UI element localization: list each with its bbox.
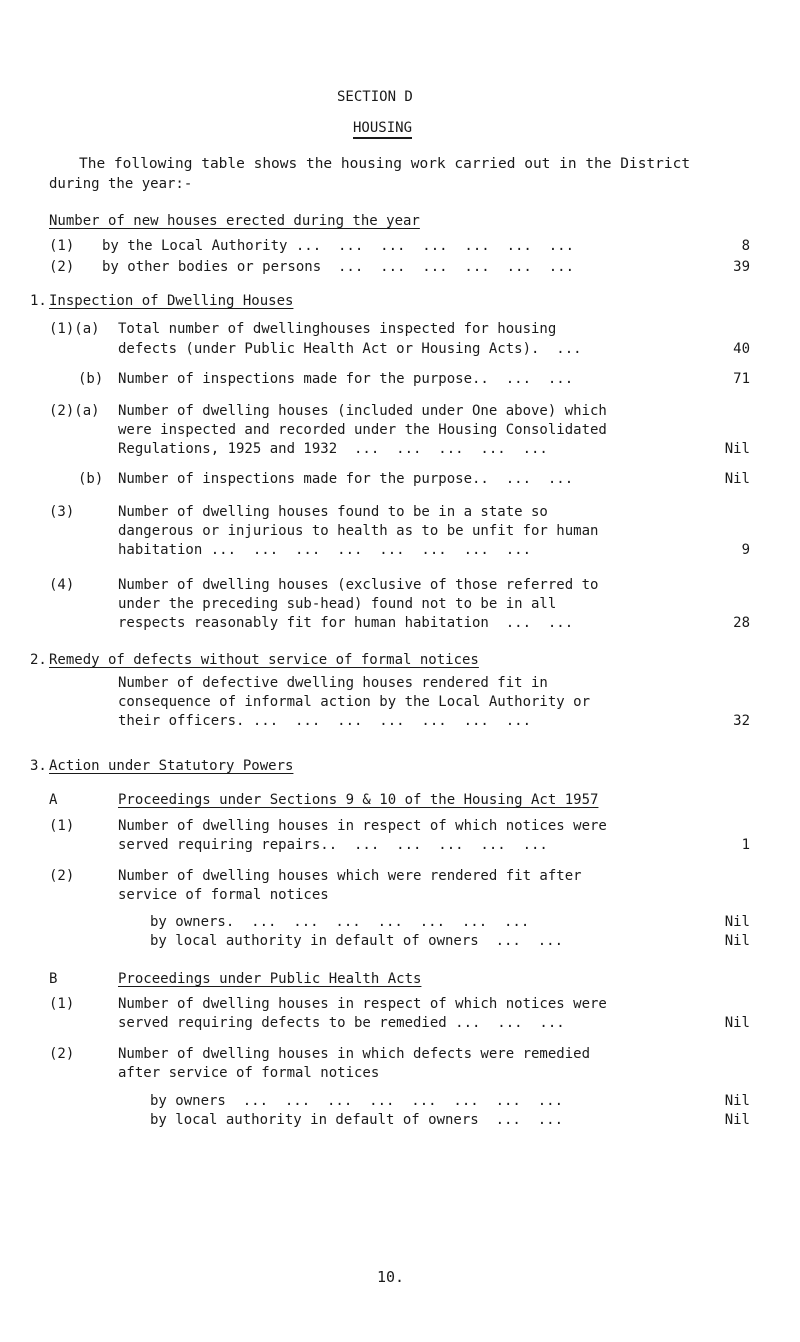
item-2a-value: Nil [724,441,750,457]
item-2b-label: (b) [78,471,104,487]
item-2a-line-3: Regulations, 1925 and 1932 ... ... ... ... ... [118,441,548,457]
item-3a1-label: (1) [49,818,75,834]
section-2-line-2: consequence of informal action by the Local Authority or [118,694,591,710]
item-2b-text: Number of inspections made for the purpose.. ... ... [118,471,574,487]
item-3b2-owners-value: Nil [724,1093,750,1109]
item-3a2-line-1: Number of dwelling houses which were rendered fit after [118,868,582,884]
section-2-line-3: their officers. ... ... ... ... ... ... ... [118,713,532,729]
item-3b2-local-text: by local authority in default of owners ... ... [150,1112,564,1128]
new-houses-label-2: (2) [49,259,75,275]
item-3b1-line-2: served requiring defects to be remedied ... ... ... [118,1015,565,1031]
item-3b2-owners-text: by owners ... ... ... ... ... ... ... ... [150,1093,564,1109]
item-3a2-owners-text: by owners. ... ... ... ... ... ... ... [150,914,530,930]
item-1a-label: (1)(a) [49,321,100,337]
item-4-line-2: under the preceding sub-head) found not to be in all [118,596,557,612]
item-1a-line-1: Total number of dwellinghouses inspected for housing [118,321,557,337]
item-2a-line-2: were inspected and recorded under the Housing Consolidated [118,422,607,438]
item-3b2-line-2: after service of formal notices [118,1065,380,1081]
item-1b-label: (b) [78,371,104,387]
item-3-line-1: Number of dwelling houses found to be in a state so [118,504,548,520]
item-3b2-local-value: Nil [724,1112,750,1128]
section-3-heading: Action under Statutory Powers [49,758,294,774]
section-heading: SECTION D [337,89,413,105]
item-3-line-3: habitation ... ... ... ... ... ... ... ... [118,542,532,558]
item-1a-line-2: defects (under Public Health Act or Housing Acts). ... [118,341,582,357]
section-1-number: 1. [30,293,47,309]
section-2-value: 32 [733,713,750,729]
item-4-line-1: Number of dwelling houses (exclusive of those referred to [118,577,599,593]
section-2-heading: Remedy of defects without service of formal notices [49,652,479,668]
item-4-value: 28 [733,615,750,631]
item-3a2-owners-value: Nil [724,914,750,930]
page-title: HOUSING [353,120,412,139]
item-3b1-line-1: Number of dwelling houses in respect of which notices were [118,996,607,1012]
item-3a1-line-1: Number of dwelling houses in respect of which notices were [118,818,607,834]
item-3a1-value: 1 [741,837,750,853]
item-1b-value: 71 [733,371,750,387]
item-3a2-local-value: Nil [724,933,750,949]
new-houses-text-1: by the Local Authority ... ... ... ... ... ... ... [102,238,575,254]
new-houses-value-1: 8 [741,238,750,254]
item-3b2-line-1: Number of dwelling houses in which defects were remedied [118,1046,591,1062]
item-3a2-local-text: by local authority in default of owners ... ... [150,933,564,949]
item-2a-label: (2)(a) [49,403,100,419]
intro-line-2: during the year:- [49,176,193,192]
item-3a1-line-2: served requiring repairs.. ... ... ... ... ... [118,837,548,853]
new-houses-heading: Number of new houses erected during the year [49,213,420,229]
section-3-number: 3. [30,758,47,774]
item-2a-line-1: Number of dwelling houses (included under One above) which [118,403,607,419]
section-3a-heading: Proceedings under Sections 9 & 10 of the Housing Act 1957 [118,792,599,808]
new-houses-value-2: 39 [733,259,750,275]
item-2b-value: Nil [724,471,750,487]
item-3-value: 9 [741,542,750,558]
new-houses-label-1: (1) [49,238,75,254]
section-3b-heading: Proceedings under Public Health Acts [118,971,422,987]
intro-line-1: The following table shows the housing work carried out in the District [79,156,691,172]
item-3a2-line-2: service of formal notices [118,887,329,903]
item-4-line-3: respects reasonably fit for human habitation ... ... [118,615,574,631]
page-number: 10. [377,1268,405,1286]
item-3b2-label: (2) [49,1046,75,1062]
item-3b1-label: (1) [49,996,75,1012]
item-3-label: (3) [49,504,75,520]
new-houses-text-2: by other bodies or persons ... ... ... ... ... ... [102,259,575,275]
item-4-label: (4) [49,577,75,593]
item-3b1-value: Nil [724,1015,750,1031]
section-1-heading: Inspection of Dwelling Houses [49,293,294,309]
section-3b-letter: B [49,971,58,987]
section-2-line-1: Number of defective dwelling houses rendered fit in [118,675,548,691]
item-3a2-label: (2) [49,868,75,884]
section-3a-letter: A [49,792,58,808]
item-3-line-2: dangerous or injurious to health as to be unfit for human [118,523,599,539]
item-1a-value: 40 [733,341,750,357]
section-2-number: 2. [30,652,47,668]
item-1b-text: Number of inspections made for the purpose.. ... ... [118,371,574,387]
